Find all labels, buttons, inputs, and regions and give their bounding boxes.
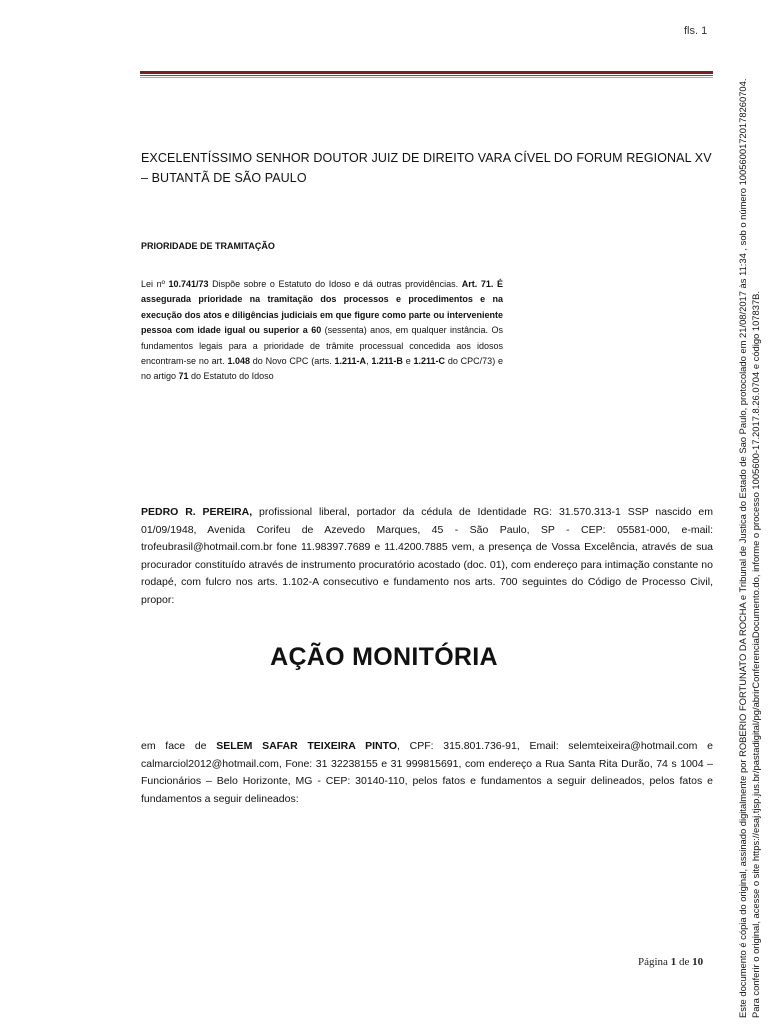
side-notice-line-1: Este documento é cópia do original, assinado digitalmente por ROBERIO FORTUNATO DA ROCHA e Tribunal de Justica do Estado de Sao Paulo, protocolado em 21/08/2017 às 11:34 , sob o número 10056001720178260704. — [737, 78, 748, 1018]
law-sep-1: , — [366, 356, 372, 367]
art-71: 71 — [178, 371, 189, 382]
law-text-3: do Novo CPC (arts. — [249, 356, 335, 367]
lei-prefix: Lei nº — [141, 279, 169, 289]
art-1211b: 1.211-B — [371, 356, 403, 367]
defendant-name: SELEM SAFAR TEIXEIRA PINTO — [216, 740, 398, 752]
footer-of-label: de — [676, 956, 693, 968]
defendant-text: , CPF: 315.801.736-91, Email: selemteixeira@hotmail.com e calmarciol2012@hotmail.com, Fone: 31 32238155 e 31 999815691, com endereço a Rua Santa Rita Durão, 74 s 1004 – Funcionários – Belo Horizonte, MG - CEP: 30140-110, pelos fatos e fundamentos a seguir delineados, pelos fatos e fundamentos a seguir delineados: — [141, 740, 713, 805]
defendant-prefix: em face de — [141, 740, 217, 752]
side-authentication-notice — [736, 8, 762, 1018]
plaintiff-paragraph — [141, 504, 713, 610]
art-1211a: 1.211-A — [334, 356, 367, 367]
header-rule — [140, 71, 713, 74]
defendant-paragraph — [141, 738, 713, 808]
law-text-5: do Estatuto do Idoso — [188, 371, 274, 382]
age-value: 60 — [311, 325, 322, 336]
law-text-1: Dispõe sobre o Estatuto do Idoso e dá outras providências. — [208, 279, 462, 289]
lei-number: 10.741/73 — [168, 279, 209, 289]
law-sep-2: e — [402, 356, 414, 367]
art-1211c: 1.211-C — [413, 356, 446, 367]
article-71-text: Art. 71. É assegurada prioridade na tramitação dos processos e procedimentos e na execução dos atos e diligências judiciais em que figure como parte ou interveniente pessoa com idade igual ou superior a — [141, 279, 503, 336]
law-notice — [141, 277, 503, 385]
page-marker: fls. 1 — [684, 25, 708, 37]
action-title: AÇÃO MONITÓRIA — [270, 643, 498, 671]
plaintiff-text: profissional liberal, portador da cédula de Identidade RG: 31.570.313-1 SSP nascido em 01/09/1948, Avenida Corifeu de Azevedo Marques, 45 - São Paulo, SP - CEP: 05581-000, e-mail: trofeubrasil@hotmail.com.br fone 11.98397.7689 e 11.4200.7885 vem, a presença de Vossa Excelência, através de sua procurador constituído através de instrumento procuratório acostado (doc. 01), com endereço para intimação constante no rodapé, com fulcro nos arts. 1.102-A consecutivo e fundamento nos arts. 700 seguintes do Código de Processo Civil, propor: — [141, 506, 713, 606]
footer-page-number: 1 — [670, 956, 677, 968]
side-notice-line-2: Para conferir o original, acesse o site https://esaj.tjsp.jus.br/pastadigital/pg/abrirConferenciaDocumento.do, informe o processo 1005600-17.2017.8.26.0704 e código 107837B. — [750, 290, 761, 1018]
footer-page-label: Página — [638, 956, 671, 968]
footer-page-total: 10 — [692, 956, 704, 968]
law-text-2: (sessenta) anos, em qualquer instância. Os fundamentos legais para a prioridade de trâmite processual concedida aos idosos encontram-se no art. — [141, 325, 504, 367]
plaintiff-name: PEDRO R. PEREIRA, — [141, 506, 253, 518]
law-text-4: do CPC/73) e no artigo — [141, 356, 503, 382]
addressee: EXCELENTÍSSIMO SENHOR DOUTOR JUIZ DE DIREITO VARA CÍVEL DO FORUM REGIONAL XV – BUTANTÃ DE SÃO PAULO — [141, 151, 712, 185]
priority-heading: PRIORIDADE DE TRAMITAÇÃO — [141, 241, 275, 251]
art-1048: 1.048 — [227, 356, 250, 367]
header-rule-faint — [140, 77, 713, 78]
header-rule-thin — [140, 75, 713, 76]
page-footer — [638, 956, 703, 968]
